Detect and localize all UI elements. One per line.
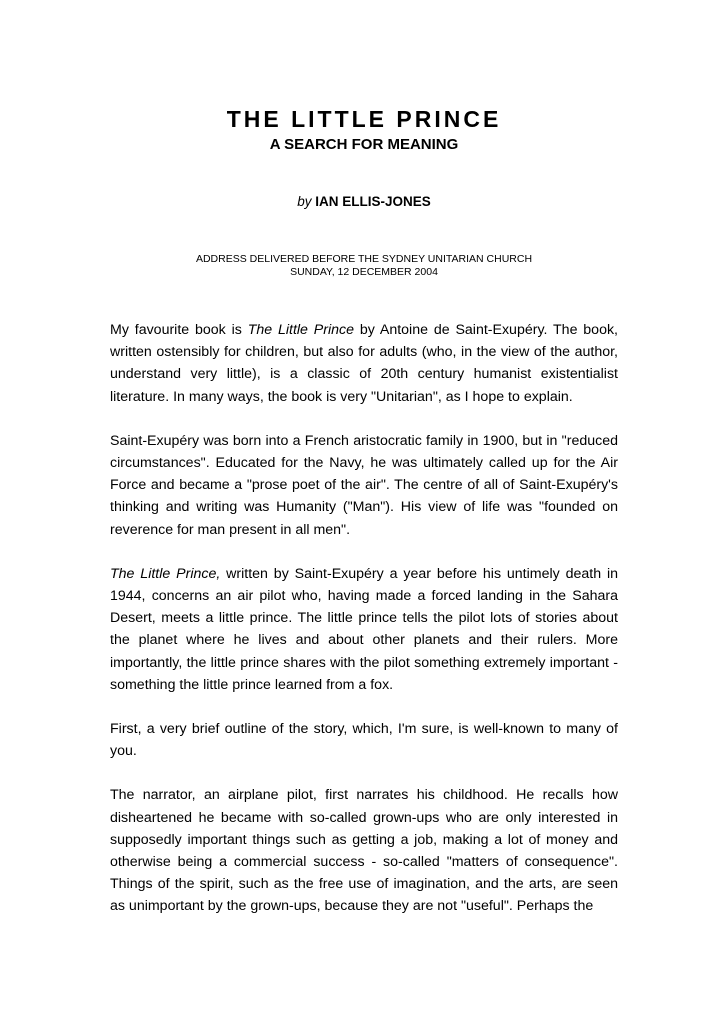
document-subtitle: A SEARCH FOR MEANING xyxy=(269,136,459,153)
book-title-ref-2: The Little Prince, xyxy=(110,565,221,582)
paragraph-3 xyxy=(110,563,618,696)
paragraph-5: The narrator, an airplane pilot, first narrates his childhood. He recalls how disheartened he became with so-called grown-ups who are only interested in supposedly important things such as getting a job, making a lot of money and otherwise being a commercial success - so-called "matters of consequence". Things of the spirit, such as the free use of imagination, and the arts, are seen as unimportant by the grown-ups, because they are not "useful". Perhaps the xyxy=(110,787,618,915)
author-name: IAN ELLIS-JONES xyxy=(315,194,431,209)
paragraph-2: Saint-Exupéry was born into a French aristocratic family in 1900, but in "reduced circumstances". Educated for the Navy, he was ultimately called up for the Air Force and became a "prose poet of the air". The centre of all of Saint-Exupéry's thinking and writing was Humanity ("Man"). His view of life was "founded on reverence for man present in all men". xyxy=(110,432,618,538)
document-body xyxy=(110,319,618,940)
occasion-line-1: ADDRESS DELIVERED BEFORE THE SYDNEY UNITARIAN CHURCH xyxy=(195,253,533,265)
paragraph-1-text-b: by Antoine de Saint-Exupéry. The book, written ostensibly for children, but also for adults (who, in the view of the author, understand very little), is a classic of 20th century humanist existentialist literature. In many ways, the book is very "Unitarian", as I hope to explain. xyxy=(110,322,619,405)
paragraph-3-text: written by Saint-Exupéry a year before his untimely death in 1944, concerns an air pilot who, having made a forced landing in the Sahara Desert, meets a little prince. The little prince tells the pilot lots of stories about the planet where he lives and about other planets and their rulers. More importantly, the little prince shares with the pilot something extremely important - something the little prince learned from a fox. xyxy=(110,565,618,693)
document-title: THE LITTLE PRINCE xyxy=(226,106,502,132)
occasion-line-2: SUNDAY, 12 DECEMBER 2004 xyxy=(290,266,438,278)
paragraph-4: First, a very brief outline of the story, which, I'm sure, is well-known to many of you. xyxy=(110,721,618,760)
paragraph-1-text-a: My favourite book is xyxy=(110,322,248,338)
book-title-ref: The Little Prince xyxy=(247,322,354,338)
paragraph-1 xyxy=(110,319,618,408)
byline-prefix: by xyxy=(297,194,312,209)
occasion-note xyxy=(0,253,728,279)
byline xyxy=(0,193,728,211)
